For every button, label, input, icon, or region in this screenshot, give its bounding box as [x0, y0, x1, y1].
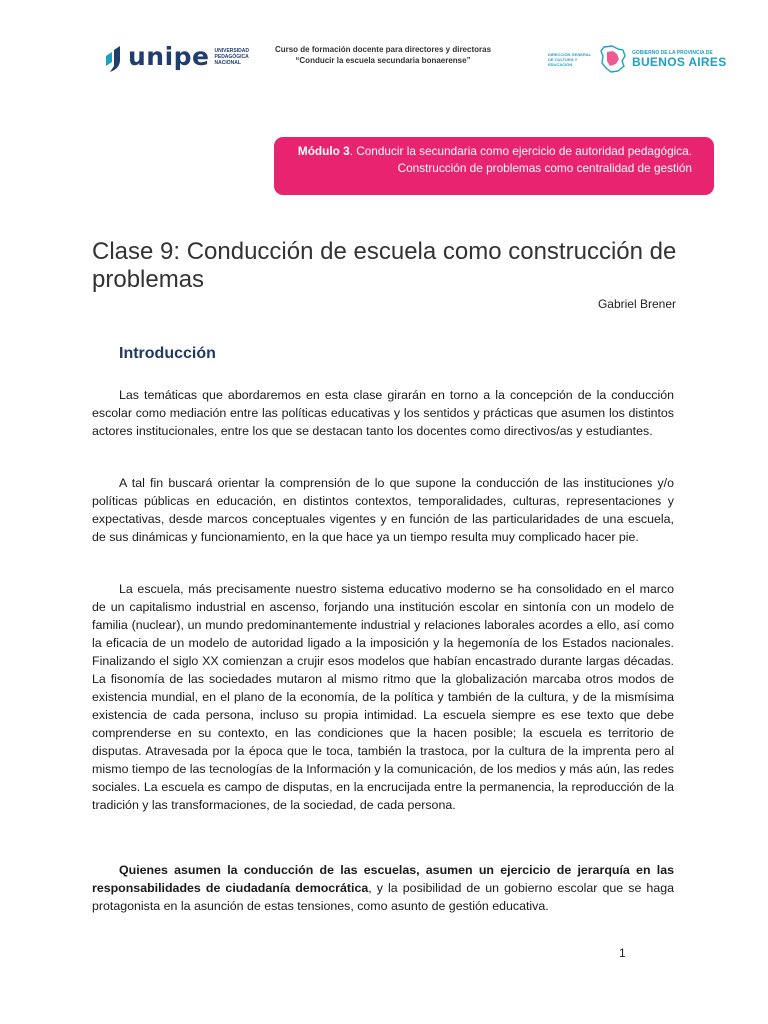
course-line-1: Curso de formación docente para directores y directoras: [274, 45, 492, 54]
paragraph-3: [92, 580, 674, 814]
paragraph-1: [92, 386, 674, 440]
paragraph-2-text: A tal fin buscará orientar la comprensión de lo que supone la conducción de las instituciones y/o políticas públicas en educación, en distintos contextos, temporalidades, culturas, representaciones y expectativas, desde marcos conceptuales vigentes y en función de las particularidades de una escuela, de sus dinámicas y funcionamiento, en la que hace ya un tiempo resulta muy complicado hacer pie.: [92, 476, 674, 544]
paragraph-4: [92, 861, 674, 915]
ba-direction-text: DIRECCIÓN GENERAL DE CULTURA Y EDUCACIÓN: [548, 51, 592, 67]
buenos-aires-logo: [548, 44, 727, 74]
paragraph-4-rest: , y la posibilidad de un gobierno escolar que se haga protagonista en la asunción de estas tensiones, como asunto de gestión educativa.: [92, 881, 674, 913]
ba-government-text: GOBIERNO DE LA PROVINCIA DE: [632, 49, 713, 56]
page-number: 1: [619, 946, 626, 960]
section-heading: Introducción: [119, 345, 216, 362]
ba-government-block: [632, 50, 727, 69]
module-banner: [274, 137, 714, 195]
unipe-mark-icon: [104, 42, 126, 72]
course-line-2: “Conducir la escuela secundaria bonaerense”: [295, 56, 471, 65]
buenos-aires-map-icon: [598, 44, 628, 74]
unipe-subtitle: UNIVERSIDAD PEDAGÓGICA NACIONAL: [214, 48, 249, 66]
paragraph-1-text: Las temáticas que abordaremos en esta clase girarán en torno a la concepción de la conducción escolar como mediación entre las políticas educativas y los sentidos y prácticas que asumen los distintos actores institucionales, entre los que se destacan tanto los docentes como directivos/as y estudiantes.: [92, 388, 674, 438]
module-description: . Conducir la secundaria como ejercicio de autoridad pedagógica. Construcción de problemas como centralidad de gestión: [349, 144, 692, 175]
course-title: [252, 44, 514, 66]
module-text: [272, 143, 692, 177]
page-header: [0, 38, 768, 88]
unipe-wordmark: unipe: [128, 42, 210, 71]
page-title: Clase 9: Conducción de escuela como construcción de problemas: [92, 238, 677, 293]
author-name: Gabriel Brener: [597, 297, 676, 311]
paragraph-4-text: [92, 861, 674, 915]
paragraph-4-bold: Quienes asumen la conducción de las escuelas, asumen un ejercicio de jerarquía en las responsabilidades de ciudadanía democrática: [92, 863, 674, 895]
unipe-logo: [104, 42, 251, 72]
paragraph-2: [92, 474, 674, 546]
ba-name-text: BUENOS AIRES: [632, 54, 727, 69]
paragraph-3-text: La escuela, más precisamente nuestro sistema educativo moderno se ha consolidado en el marco de un capitalismo industrial en ascenso, forjando una institución escolar en sintonía con un modelo de familia (nuclear), un mundo predominantemente industrial y relaciones laborales acordes a ello, así como la eficacia de un modelo de autoridad ligado a la imposición y la hegemonía de los Estados nacionales. Finalizando el siglo XX comienzan a crujir esos modelos que habían encastrado durante largas décadas. La fisonomía de las sociedades mutaron al mismo ritmo que la globalización marcaba otros modos de existencia mundial, en el plano de la economía, de la política y también de la cultura, y de la mismísima existencia de cada persona, incluso su propia intimidad. La escuela siempre es ese texto que debe comprenderse en su contexto, en las condiciones que la hacen posible; la escuela es territorio de disputas. Atravesada por la época que le toca, también la trastoca, por la cultura de la imprenta pero al mismo tiempo de las tecnologías de la Información y la comunicación, de los medios y más aún, las redes sociales. La escuela es campo de disputas, en la encrucijada entre la permanencia, la reproducción de la tradición y las transformaciones, de la sociedad, de cada persona.: [92, 582, 674, 812]
module-label: Módulo 3: [297, 144, 350, 158]
